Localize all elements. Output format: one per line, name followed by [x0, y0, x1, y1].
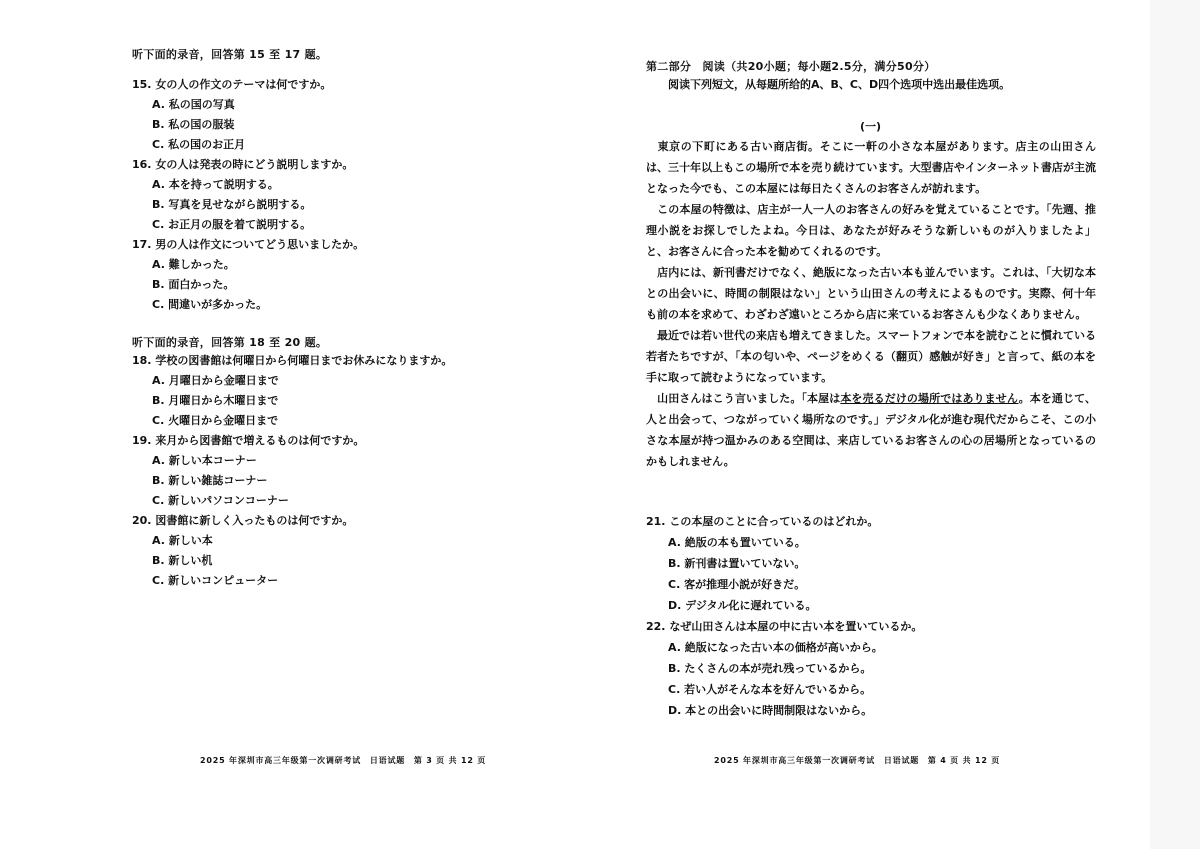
question-19: 19. 来月から図書館で増えるものは何ですか。 — [132, 434, 365, 447]
reading-part-header: 第二部分 阅读（共20小题；每小题2.5分，满分50分） — [646, 60, 936, 73]
option-17c: C. 間違いが多かった。 — [152, 298, 268, 311]
option-16a: A. 本を持って説明する。 — [152, 178, 279, 191]
option-15b: B. 私の国の服装 — [152, 118, 235, 131]
option-16c: C. お正月の服を着て説明する。 — [152, 218, 312, 231]
option-18a: A. 月曜日から金曜日まで — [152, 374, 279, 387]
question-17: 17. 男の人は作文についてどう思いましたか。 — [132, 238, 365, 251]
option-17b: B. 面白かった。 — [152, 278, 235, 291]
paragraph-3: 店内には、新刊書だけでなく、絶版になった古い本も並んでいます。これは、「大切な本との出会いに、時間の制限はない」という山田さんの考えによるものです。実際、何十年も前の本を求めて、わざわざ遠いところから店に来ているお客さんも少なくありません。 — [646, 266, 1096, 321]
option-18b: B. 月曜日から木曜日まで — [152, 394, 279, 407]
reading-passage — [646, 136, 1096, 472]
question-15: 15. 女の人の作文のテーマは何ですか。 — [132, 78, 332, 91]
option-21d: D. デジタル化に遅れている。 — [668, 599, 817, 612]
option-20a: A. 新しい本 — [152, 534, 213, 547]
option-20c: C. 新しいコンピューター — [152, 574, 279, 587]
option-16b: B. 写真を見せながら説明する。 — [152, 198, 312, 211]
option-15a: A. 私の国の写真 — [152, 98, 235, 111]
option-17a: A. 難しかった。 — [152, 258, 235, 271]
paragraph-2: この本屋の特徴は、店主が一人一人のお客さんの好みを覚えていることです。「先週、推理小説をお探しでしたよね。今日は、あなたが好みそうな新しいものが入りましたよ」と、お客さんに合った本を勧めてくれるのです。 — [646, 203, 1096, 258]
underlined-phrase: 本を売るだけの場所ではありません — [840, 392, 1019, 405]
page-footer: 2025 年深圳市高三年级第一次调研考试 日语试题 第 4 页 共 12 页 — [714, 756, 1001, 765]
option-19b: B. 新しい雑誌コーナー — [152, 474, 268, 487]
paragraph-5: 山田さんはこう言いました。「本屋は本を売るだけの場所ではありません。本を通じて、人と出会って、つながっていく場所なのです。」デジタル化が進む現代だからこそ、この小さな本屋が持つ温かみのある空間は、来店しているお客さんの心の居場所となっているのかもしれません。 — [646, 392, 1096, 468]
option-21b: B. 新刊書は置いていない。 — [668, 557, 806, 570]
option-21c: C. 客が推理小説が好きだ。 — [668, 578, 806, 591]
question-18: 18. 学校の図書館は何曜日から何曜日までお休みになりますか。 — [132, 354, 453, 367]
option-22c: C. 若い人がそんな本を好んでいるから。 — [668, 683, 872, 696]
option-20b: B. 新しい机 — [152, 554, 213, 567]
option-18c: C. 火曜日から金曜日まで — [152, 414, 279, 427]
option-19c: C. 新しいパソコンコーナー — [152, 494, 289, 507]
question-22: 22. なぜ山田さんは本屋の中に古い本を置いているか。 — [646, 620, 923, 633]
option-19a: A. 新しい本コーナー — [152, 454, 257, 467]
option-21a: A. 絶版の本も置いている。 — [668, 536, 806, 549]
option-22d: D. 本との出会いに時間制限はないから。 — [668, 704, 873, 717]
page-footer: 2025 年深圳市高三年级第一次调研考试 日语试题 第 3 页 共 12 页 — [200, 756, 487, 765]
paragraph-1: 東京の下町にある古い商店街。そこに一軒の小さな本屋があります。店主の山田さんは、三十年以上もこの場所で本を売り続けています。大型書店やインターネット書店が主流となった今でも、この本屋には毎日たくさんのお客さんが訪れます。 — [646, 140, 1096, 195]
option-22b: B. たくさんの本が売れ残っているから。 — [668, 662, 872, 675]
listening-section-header: 听下面的录音，回答第 18 至 20 题。 — [132, 336, 328, 349]
option-22a: A. 絶版になった古い本の価格が高いから。 — [668, 641, 883, 654]
reading-instruction: 阅读下列短文，从每题所给的A、B、C、D四个选项中选出最佳选项。 — [668, 78, 1011, 91]
question-20: 20. 図書館に新しく入ったものは何ですか。 — [132, 514, 354, 527]
question-16: 16. 女の人は発表の時にどう説明しますか。 — [132, 158, 354, 171]
passage-number: (一) — [860, 120, 882, 133]
option-15c: C. 私の国のお正月 — [152, 138, 246, 151]
question-21: 21. この本屋のことに合っているのはどれか。 — [646, 515, 879, 528]
listening-section-header: 听下面的录音，回答第 15 至 17 题。 — [132, 48, 328, 61]
paragraph-4: 最近では若い世代の来店も増えてきました。スマートフォンで本を読むことに慣れている若者たちですが、「本の匂いや、ページをめくる（翻页）感触が好き」と言って、紙の本を手に取って読むようになっています。 — [646, 329, 1097, 384]
scan-edge-shadow — [1150, 0, 1200, 849]
